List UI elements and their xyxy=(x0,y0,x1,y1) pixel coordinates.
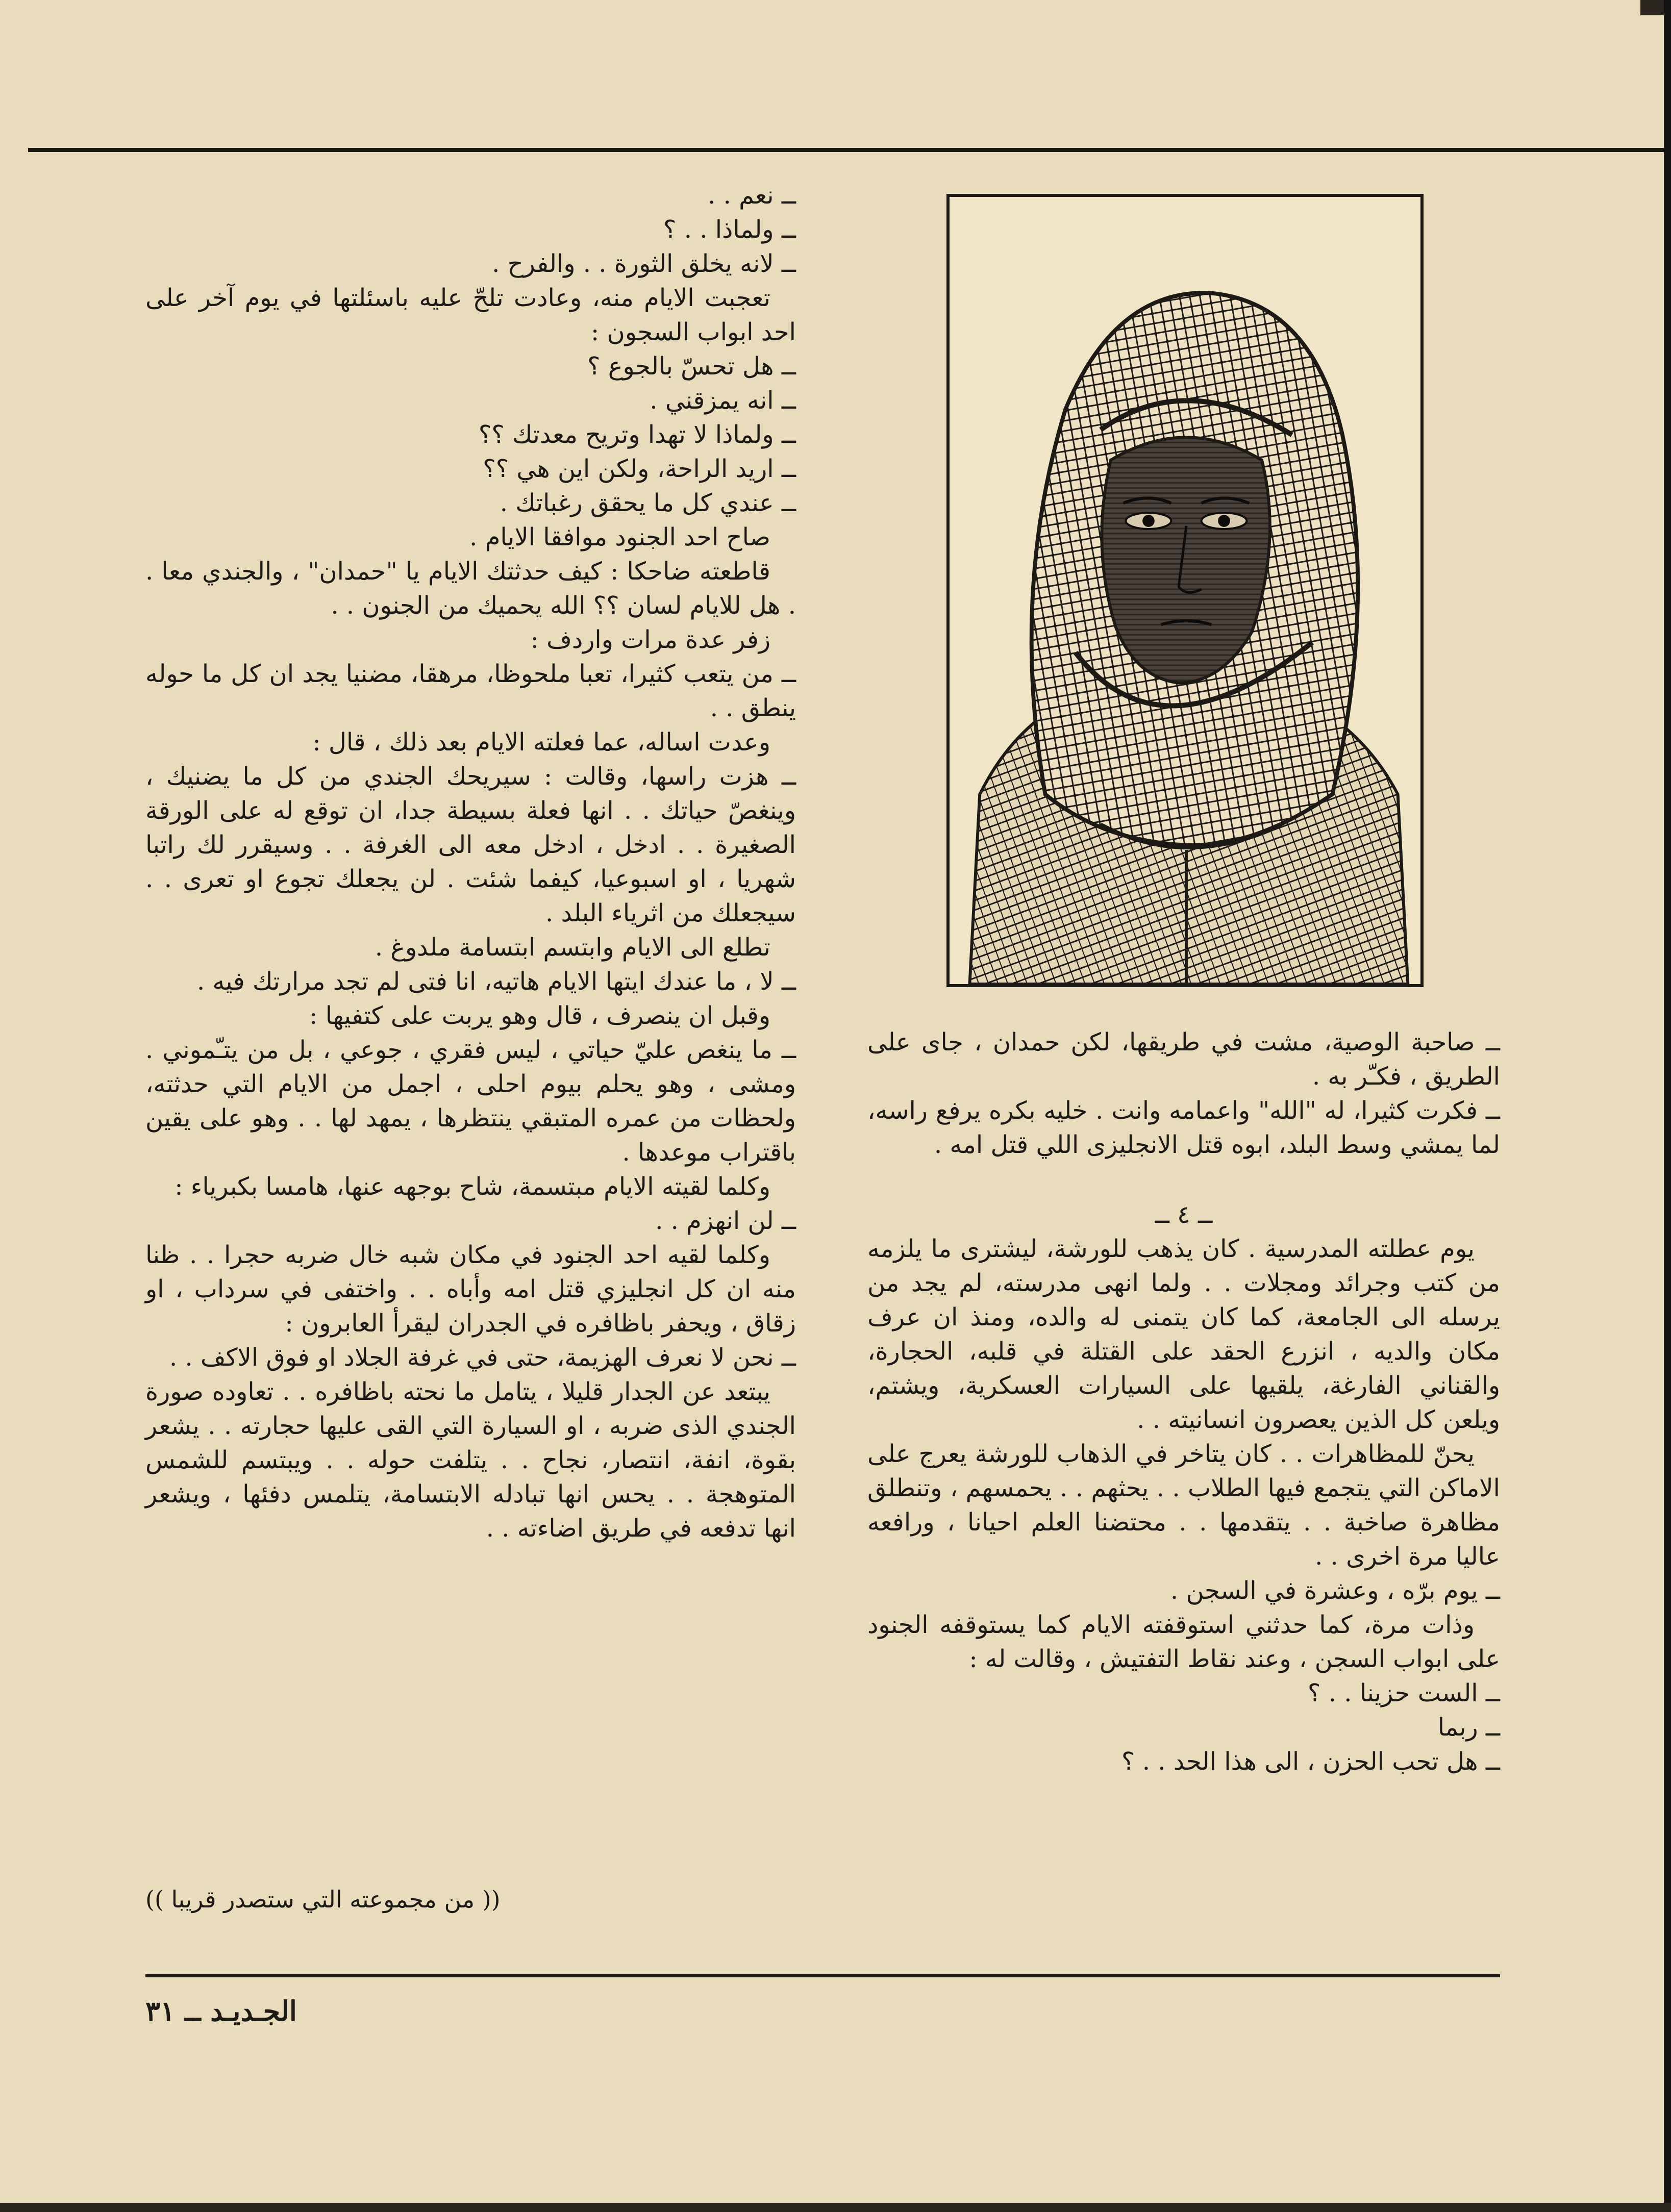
dialog-line: ــ هل تحب الحزن ، الى هذا الحد . . ؟ xyxy=(1121,1747,1500,1776)
header-rule xyxy=(28,148,1664,152)
dialog-line: ــ لا ، ما عندك ايتها الايام هاتيه، انا فتى لم تجد مرارتك فيه . xyxy=(197,967,796,996)
right-text-column xyxy=(867,1025,1500,1779)
dialog-line: ــ عندي كل ما يحقق رغباتك . xyxy=(500,489,796,517)
dialog-line: ــ من يتعب كثيرا، تعبا ملحوظا، مرهقا، مضنيا يجد ان كل ما حوله ينطق . . xyxy=(145,660,796,722)
dialog-line: ــ يوم برّه ، وعشرة في السجن . xyxy=(1170,1576,1500,1605)
woman-in-keffiyeh-illustration xyxy=(946,194,1424,987)
dialog-line: ــ نعم . . xyxy=(708,181,796,210)
paragraph: وكلما لقيه احد الجنود في مكان شبه خال ضربه حجرا . . ظنا منه ان كل انجليزي قتل امه وأباه . . واختفى في سرداب ، او زقاق ، ويحفر باظافره في الجدران ليقرأ العابرون : xyxy=(145,1241,796,1338)
dialog-line: ــ صاحبة الوصية، مشت في طريقها، لكن حمدان ، جاى على الطريق ، فكـّر به . xyxy=(867,1028,1500,1091)
dialog-line: ــ هل تحسّ بالجوع ؟ xyxy=(587,352,796,381)
page-edge-bottom xyxy=(0,2203,1671,2212)
paragraph: وكلما لقيته الايام مبتسمة، شاح بوجهه عنها، هامسا بكبرياء : xyxy=(174,1172,770,1201)
page-footer: الجـديـد ــ ٣١ xyxy=(145,1995,297,2027)
paragraph: وذات مرة، كما حدثني استوقفته الايام كما يستوقفه الجنود على ابواب السجن ، وعند نقاط التفتيش ، وقالت له : xyxy=(867,1611,1500,1673)
dialog-line: ــ نحن لا نعرف الهزيمة، حتى في غرفة الجلاد او فوق الاكف . . xyxy=(169,1343,796,1372)
dialog-line: ــ لانه يخلق الثورة . . والفرح . xyxy=(492,249,796,278)
paragraph: يحنّ للمظاهرات . . كان يتاخر في الذهاب للورشة يعرج على الاماكن التي يتجمع فيها الطلاب . . يحثهم . . يحمسهم ، وتنطلق مظاهرة صاخبة . . يتقدمها . . محتضنا العلم احيانا ، ورافعه عاليا مرة اخرى . . xyxy=(867,1440,1500,1571)
left-text-column xyxy=(145,179,796,1546)
dialog-line: ــ اريد الراحة، ولكن اين هي ؟؟ xyxy=(483,455,796,483)
paragraph: صاح احد الجنود موافقا الايام . xyxy=(469,523,770,551)
paragraph: يبتعد عن الجدار قليلا ، يتامل ما نحته باظافره . . تعاوده صورة الجندي الذى ضربه ، او السيارة التي القى عليها حجارته . . يشعر بقوة، انفة، انتصار، نجاح . . يتلفت حوله . . ويبتسم للشمس المتوهجة . . يحس انها تبادله الابتسامة، يتلمس دفئها ، ويشعر انها تدفعه في طريق اضاءته . . xyxy=(145,1377,796,1543)
dialog-line: ــ ولماذا . . ؟ xyxy=(663,215,796,244)
section-number: ــ ٤ ــ xyxy=(1155,1200,1213,1229)
dialog-line: ــ فكرت كثيرا، له "الله" واعمامه وانت . خليه بكره يرفع راسه، لما يمشي وسط البلد، ابوه قتل الانجليزى اللي قتل امه . xyxy=(867,1096,1500,1159)
dialog-line: ــ الست حزينا . . ؟ xyxy=(1308,1679,1500,1707)
dialog-line: ــ ما ينغص عليّ حياتي ، ليس فقري ، جوعي ، بل من يتـّموني . ومشى ، وهو يحلم بيوم احلى ، اجمل من الايام التي حدثته، ولحظات من عمره المتبقي ينتظرها ، يمهد لها . . وهو على يقين باقتراب موعدها . xyxy=(145,1036,796,1167)
page-edge-right xyxy=(1664,0,1671,2212)
paragraph: تطلع الى الايام وابتسم ابتسامة ملدوغ . xyxy=(375,933,770,962)
paragraph: وعدت اساله، عما فعلته الايام بعد ذلك ، قال : xyxy=(312,728,770,757)
paragraph: زفر عدة مرات واردف : xyxy=(530,625,770,654)
paragraph: تعجبت الايام منه، وعادت تلحّ عليه باسئلتها في يوم آخر على احد ابواب السجون : xyxy=(145,284,796,346)
dialog-line: ــ لن انهزم . . xyxy=(655,1206,796,1235)
dialog-line: ــ ربما xyxy=(1437,1713,1500,1742)
paragraph: قاطعته ضاحكا : كيف حدثتك الايام يا "حمدان" ، والجندي معا . . هل للايام لسان ؟؟ الله يحميك من الجنون . . xyxy=(145,557,796,620)
footer-rule xyxy=(145,1974,1500,1977)
dialog-line: ــ هزت راسها، وقالت : سيريحك الجندي من كل ما يضنيك ، وينغصّ حياتك . . انها فعلة بسيطة جدا، ان توقع له على الورقة الصغيرة . . ادخل ، ادخل معه الى الغرفة . . وسيقرر لك راتبا شهريا ، او اسبوعيا، كيفما شئت . لن يجعلك تجوع او تعرى . . سيجعلك من اثرياء البلد . xyxy=(145,762,796,927)
paragraph: وقبل ان ينصرف ، قال وهو يربت على كتفيها : xyxy=(309,1001,770,1030)
paragraph: يوم عطلته المدرسية . كان يذهب للورشة، ليشترى ما يلزمه من كتب وجرائد ومجلات . . ولما انهى مدرسته، لم يجد من يرسله الى الجامعة، كما كان يتمنى له والده، ومنذ ان عرف مكان والديه ، انزرع الحقد على القتلة في قلبه، الحجارة، والقناني الفارغة، يلقيها على السيارات العسكرية، ويشتم، ويلعن كل الذين يعصرون انسانيته . . xyxy=(867,1235,1501,1434)
dialog-line: ــ ولماذا لا تهدا وتريح معدتك ؟؟ xyxy=(478,420,796,449)
source-note: (( من مجموعته التي ستصدر قريبا )) xyxy=(145,1886,501,1913)
dialog-line: ــ انه يمزقني . xyxy=(650,386,796,415)
